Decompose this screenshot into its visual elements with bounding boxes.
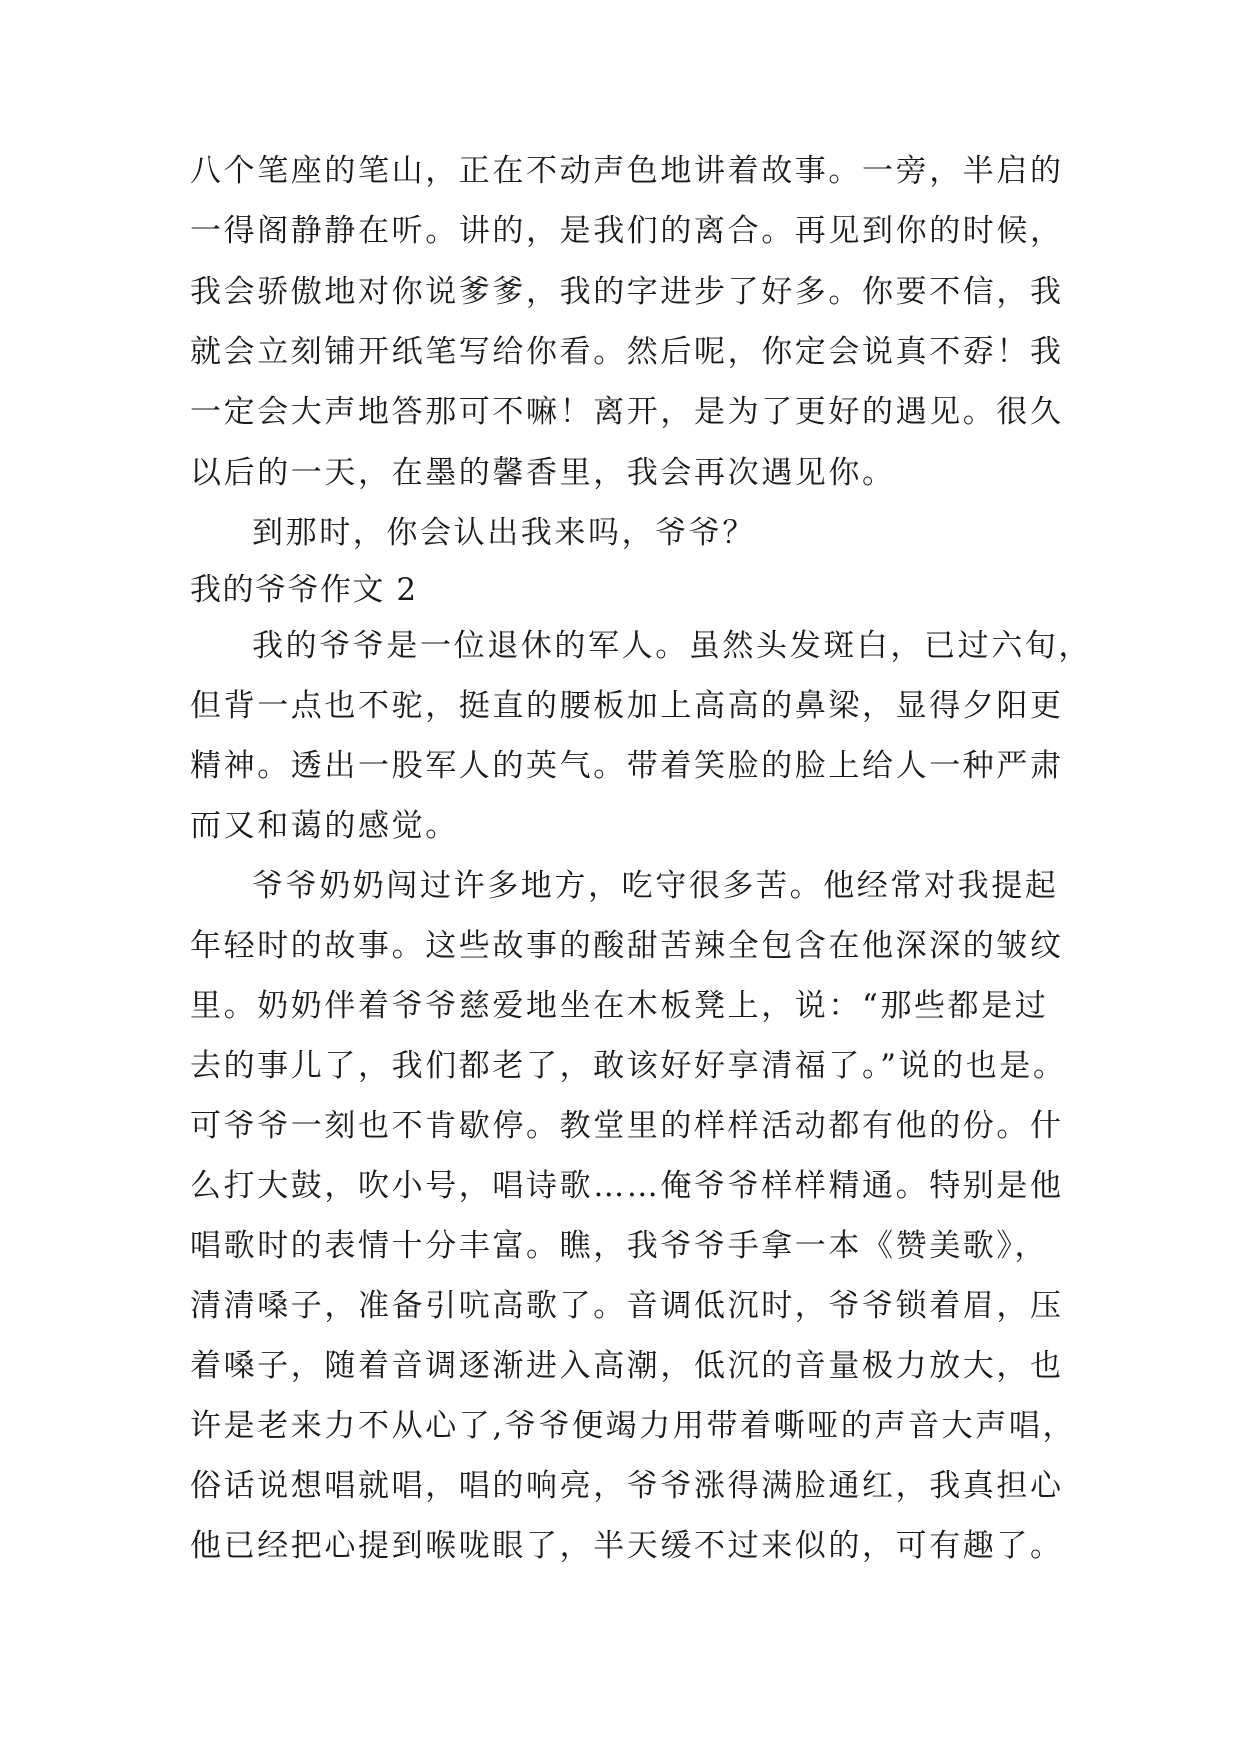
- text-line: 清清嗓子，准备引吭高歌了。音调低沉时，爷爷锁着眉，压: [190, 1288, 1064, 1324]
- text-line: 我会骄傲地对你说爹爹，我的字进步了好多。你要不信，我: [190, 274, 1064, 310]
- text-line: 俗话说想唱就唱，唱的响亮，爷爷涨得满脸通红，我真担心: [190, 1468, 1064, 1504]
- text-line: 以后的一天，在墨的馨香里，我会再次遇见你。: [190, 455, 896, 491]
- text-line: 里。奶奶伴着爷爷慈爱地坐在木板凳上，说：“那些都是过: [190, 988, 1049, 1024]
- text-line: 可爷爷一刻也不肯歇停。教堂里的样样活动都有他的份。什: [190, 1108, 1064, 1144]
- text-line: 爷爷奶奶闯过许多地方，吃守很多苦。他经常对我提起: [252, 868, 1059, 904]
- text-line: 唱歌时的表情十分丰富。瞧，我爷爷手拿一本《赞美歌》，: [190, 1228, 1049, 1264]
- text-line: 着嗓子，随着音调逐渐进入高潮，低沉的音量极力放大，也: [190, 1348, 1064, 1384]
- text-line: 许是老来力不从心了,爷爷便竭力用带着嘶哑的声音大声唱，: [190, 1408, 1077, 1444]
- section-heading: 我的爷爷作文 2: [190, 572, 418, 608]
- text-line: 就会立刻铺开纸笔写给你看。然后呢，你定会说真不孬！我: [190, 334, 1064, 370]
- text-line: 年轻时的故事。这些故事的酸甜苦辣全包含在他深深的皱纹: [190, 928, 1064, 964]
- text-line: 去的事儿了，我们都老了，敢该好好享清福了。”说的也是。: [190, 1048, 1067, 1084]
- text-line: 一定会大声地答那可不嘛！离开，是为了更好的遇见。很久: [190, 394, 1064, 430]
- text-line: 但背一点也不驼，挺直的腰板加上高高的鼻梁，显得夕阳更: [190, 688, 1064, 724]
- text-line: 精神。透出一股军人的英气。带着笑脸的脸上给人一种严肃: [190, 748, 1064, 784]
- text-line: 而又和蔼的感觉。: [190, 808, 459, 844]
- text-line: 到那时，你会认出我来吗，爷爷？: [252, 515, 756, 551]
- text-line: 我的爷爷是一位退休的军人。虽然头发斑白，已过六旬，: [252, 628, 1092, 664]
- text-line: 一得阁静静在听。讲的，是我们的离合。再见到你的时候，: [190, 213, 1064, 249]
- text-line: 他已经把心提到喉咙眼了，半天缓不过来似的，可有趣了。: [190, 1528, 1064, 1564]
- text-line: 八个笔座的笔山，正在不动声色地讲着故事。一旁，半启的: [190, 153, 1064, 189]
- text-line: 么打大鼓，吹小号，唱诗歌……俺爷爷样样精通。特别是他: [190, 1168, 1064, 1204]
